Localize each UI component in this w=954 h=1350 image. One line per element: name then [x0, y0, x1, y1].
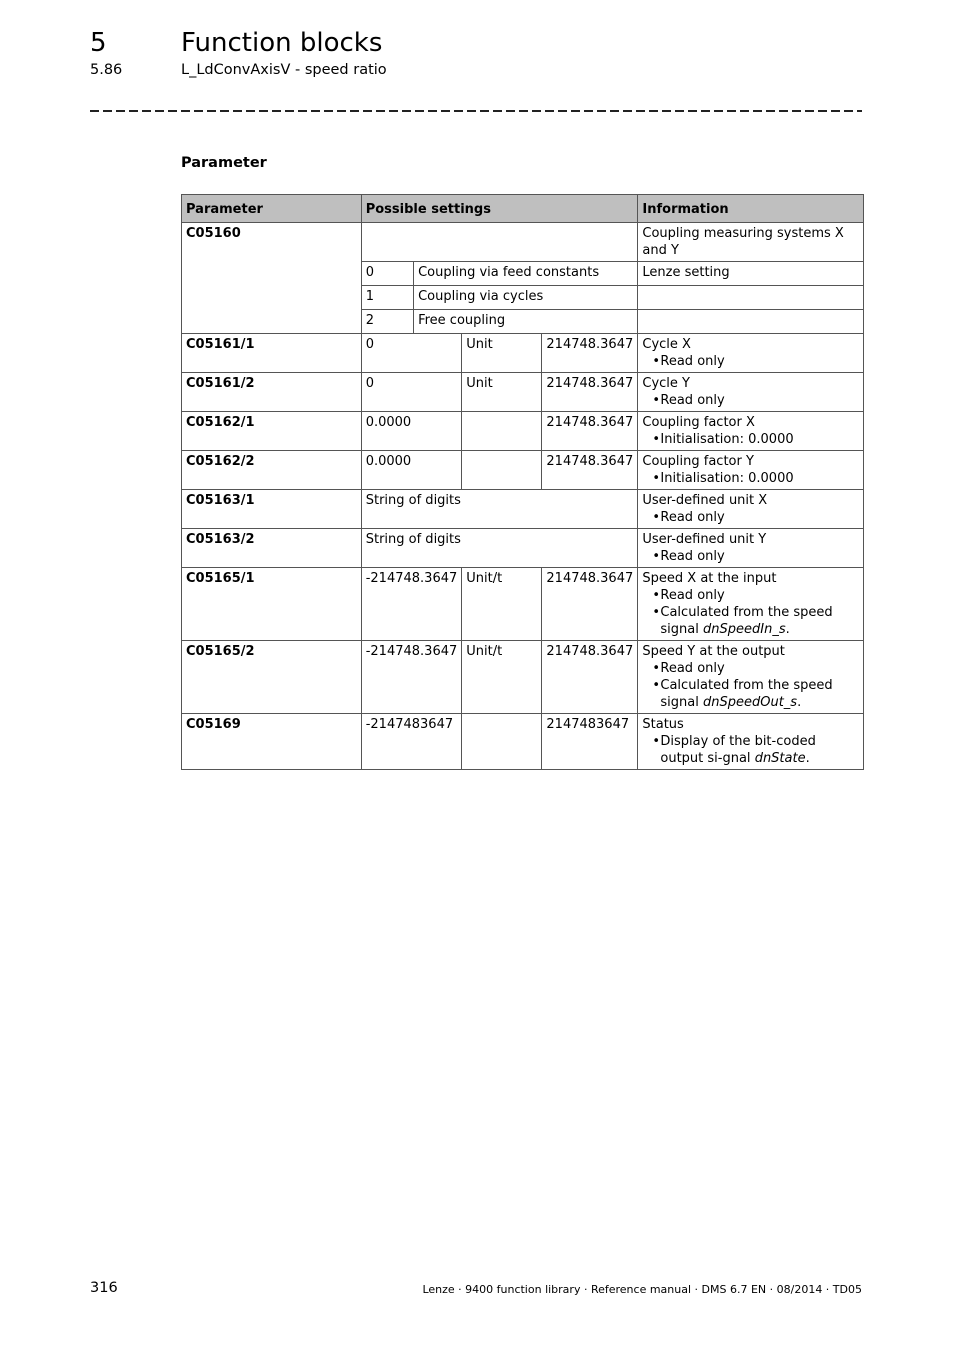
table-row — [182, 529, 864, 568]
table-row — [182, 714, 864, 770]
info-title: Speed Y at the output — [642, 644, 785, 659]
info-bullet: • Initialisation: 0.0000 — [642, 470, 859, 487]
info-cell: Coupling measuring systems X and Y — [638, 223, 864, 262]
info-cell — [638, 490, 864, 529]
option-label: Coupling via cycles — [414, 286, 638, 310]
max-value: 214748.3647 — [542, 568, 638, 641]
min-value: 0 — [361, 373, 462, 412]
info-bullet: • Read only — [642, 587, 859, 604]
param-name: C05169 — [182, 714, 362, 770]
unit-value — [462, 412, 542, 451]
unit-value: Unit — [462, 373, 542, 412]
option-label: Free coupling — [414, 310, 638, 334]
parameter-table — [181, 194, 864, 770]
footer-text: Lenze · 9400 function library · Reference manual · DMS 6.7 EN · 08/2014 · TD05 — [422, 1283, 862, 1296]
min-value: 0.0000 — [361, 451, 462, 490]
info-cell — [638, 714, 864, 770]
signal-name: dnState — [754, 751, 806, 766]
info-bullet: • Read only — [642, 392, 859, 409]
bullet-text: Calculated from the speed signal — [660, 605, 833, 637]
min-value: 0 — [361, 334, 462, 373]
chapter-title: Function blocks — [181, 28, 383, 58]
max-value: 214748.3647 — [542, 451, 638, 490]
info-cell — [638, 529, 864, 568]
info-title: Coupling factor X — [642, 415, 755, 430]
info-title: User-defined unit X — [642, 493, 768, 508]
header-possible-settings: Possible settings — [361, 195, 638, 223]
info-bullet: • Read only — [642, 548, 859, 565]
param-name: C05162/1 — [182, 412, 362, 451]
info-cell — [638, 286, 864, 310]
param-name: C05162/2 — [182, 451, 362, 490]
table-row — [182, 334, 864, 373]
section-title: L_LdConvAxisV - speed ratio — [181, 62, 387, 78]
info-title: User-defined unit Y — [642, 532, 767, 547]
info-title: Status — [642, 717, 684, 732]
bullet-end: . — [805, 751, 810, 766]
signal-name: dnSpeedIn_s — [703, 622, 786, 637]
bullet-text: Display of the bit-coded output si-gnal — [660, 734, 816, 766]
info-title: Cycle X — [642, 337, 691, 352]
info-title: Cycle Y — [642, 376, 690, 391]
info-cell — [638, 412, 864, 451]
max-value: 214748.3647 — [542, 373, 638, 412]
info-bullet: • Read only — [642, 353, 859, 370]
table-row — [182, 568, 864, 641]
chapter-number: 5 — [90, 28, 107, 58]
header-information: Information — [638, 195, 864, 223]
info-title: Speed X at the input — [642, 571, 777, 586]
info-bullet — [642, 733, 859, 767]
unit-value: Unit — [462, 334, 542, 373]
param-name: C05165/1 — [182, 568, 362, 641]
min-value: 0.0000 — [361, 412, 462, 451]
option-value: 0 — [361, 262, 413, 286]
parameter-heading: Parameter — [181, 155, 267, 171]
info-cell — [638, 641, 864, 714]
page-number: 316 — [90, 1280, 118, 1296]
info-cell — [638, 373, 864, 412]
option-label: Coupling via feed constants — [414, 262, 638, 286]
param-name: C05163/1 — [182, 490, 362, 529]
max-value: 214748.3647 — [542, 641, 638, 714]
max-value: 2147483647 — [542, 714, 638, 770]
unit-value: Unit/t — [462, 568, 542, 641]
param-name: C05161/1 — [182, 334, 362, 373]
param-name: C05160 — [182, 223, 362, 334]
param-name: C05163/2 — [182, 529, 362, 568]
info-title: Coupling factor Y — [642, 454, 754, 469]
table-row — [182, 451, 864, 490]
param-name: C05161/2 — [182, 373, 362, 412]
table-header-row — [182, 195, 864, 223]
unit-value — [462, 451, 542, 490]
unit-value: Unit/t — [462, 641, 542, 714]
min-value: -214748.3647 — [361, 641, 462, 714]
header-parameter: Parameter — [182, 195, 362, 223]
option-value: 2 — [361, 310, 413, 334]
min-value: -2147483647 — [361, 714, 462, 770]
table-row — [182, 412, 864, 451]
param-name: C05165/2 — [182, 641, 362, 714]
info-bullet — [642, 604, 859, 638]
info-cell — [638, 568, 864, 641]
info-bullet — [642, 677, 859, 711]
info-cell — [638, 310, 864, 334]
max-value: 214748.3647 — [542, 334, 638, 373]
dashed-separator — [90, 110, 862, 112]
max-value: 214748.3647 — [542, 412, 638, 451]
table-row — [182, 373, 864, 412]
info-bullet: • Initialisation: 0.0000 — [642, 431, 859, 448]
bullet-end: . — [785, 622, 790, 637]
settings-cell — [361, 223, 638, 262]
table-row — [182, 223, 864, 262]
table-row — [182, 641, 864, 714]
bullet-end: . — [797, 695, 802, 710]
table-row — [182, 490, 864, 529]
info-cell: Lenze setting — [638, 262, 864, 286]
signal-name: dnSpeedOut_s — [703, 695, 798, 710]
setting-value: String of digits — [361, 529, 638, 568]
min-value: -214748.3647 — [361, 568, 462, 641]
unit-value — [462, 714, 542, 770]
info-bullet: • Read only — [642, 509, 859, 526]
option-value: 1 — [361, 286, 413, 310]
info-cell — [638, 334, 864, 373]
section-number: 5.86 — [90, 62, 123, 78]
bullet-text: Calculated from the speed signal — [660, 678, 833, 710]
setting-value: String of digits — [361, 490, 638, 529]
info-bullet: • Read only — [642, 660, 859, 677]
info-cell — [638, 451, 864, 490]
